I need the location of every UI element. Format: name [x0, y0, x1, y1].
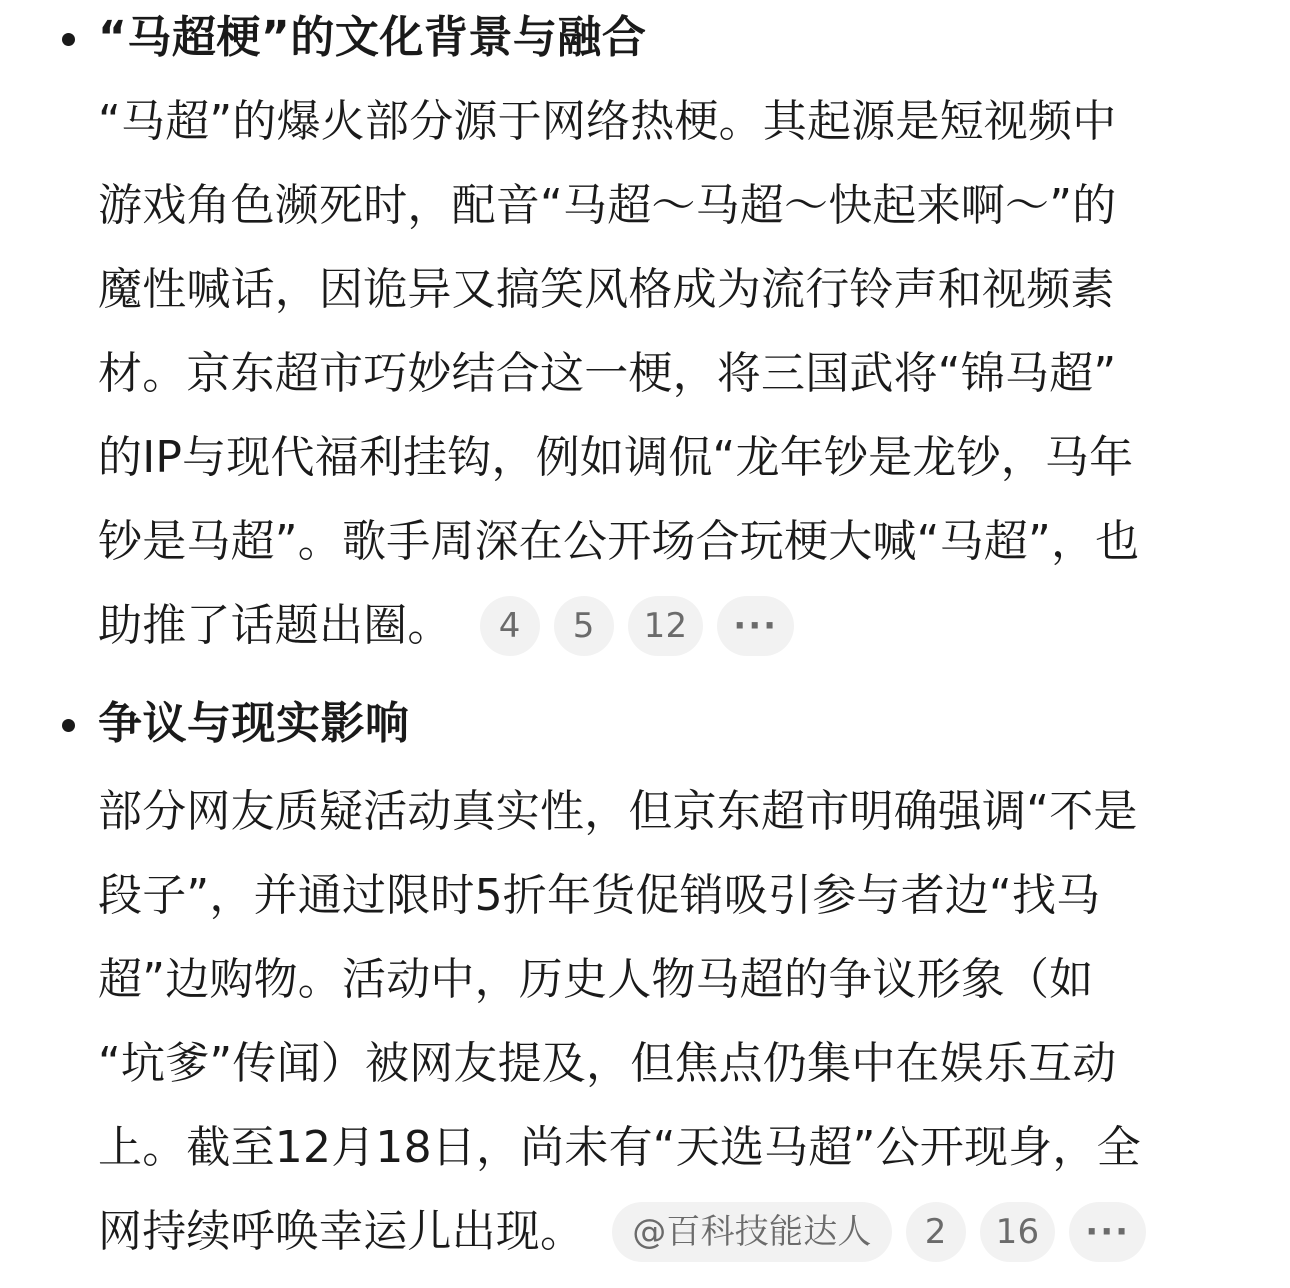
more-references-button[interactable]: ··· [717, 596, 794, 656]
line-text: 网持续呼唤幸运儿出现。 [98, 1206, 585, 1257]
paragraph-line [98, 936, 1238, 1020]
section-heading: 争议与现实影响 [98, 698, 410, 749]
section-paragraph [98, 768, 1238, 1272]
section-paragraph [98, 78, 1238, 666]
reference-chip[interactable]: 12 [628, 596, 704, 656]
line-text: “坑爹”传闻）被网友提及，但焦点仍集中在娱乐互动 [98, 1038, 1117, 1089]
paragraph-line [98, 78, 1238, 162]
paragraph-line [98, 1104, 1238, 1188]
line-text: 魔性喊话，因诡异又搞笑风格成为流行铃声和视频素 [98, 264, 1115, 315]
line-text: 上。截至12月18日，尚未有“天选马超”公开现身，全 [98, 1122, 1141, 1173]
reference-chip[interactable]: 2 [906, 1202, 966, 1262]
section-heading: “马超梗”的文化背景与融合 [98, 12, 647, 63]
paragraph-line [98, 852, 1238, 936]
paragraph-line [98, 1020, 1238, 1104]
reference-chip[interactable]: 5 [554, 596, 614, 656]
bullet-dot [62, 719, 75, 732]
line-text: 段子”，并通过限时5折年货促销吸引参与者边“找马 [98, 870, 1101, 921]
line-text: 游戏角色濒死时，配音“马超～马超～快起来啊～”的 [98, 180, 1117, 231]
paragraph-line [98, 330, 1238, 414]
paragraph-line-with-refs [98, 1188, 1238, 1272]
line-text: 材。京东超市巧妙结合这一梗，将三国武将“锦马超” [98, 348, 1117, 399]
line-text: 超”边购物。活动中，历史人物马超的争议形象（如 [98, 954, 1094, 1005]
line-text: 钞是马超”。歌手周深在公开场合玩梗大喊“马超”，也 [98, 516, 1140, 567]
paragraph-line [98, 768, 1238, 852]
line-text: “马超”的爆火部分源于网络热梗。其起源是短视频中 [98, 96, 1117, 147]
line-text: 部分网友质疑活动真实性，但京东超市明确强调“不是 [98, 786, 1138, 837]
paragraph-line [98, 414, 1238, 498]
line-text: 助推了话题出圈。 [98, 600, 452, 651]
paragraph-line [98, 162, 1238, 246]
bullet-dot [62, 33, 75, 46]
reference-chip[interactable]: 16 [980, 1202, 1056, 1262]
paragraph-line [98, 498, 1238, 582]
source-chip[interactable]: @百科技能达人 [612, 1202, 891, 1262]
line-text: 的IP与现代福利挂钩，例如调侃“龙年钞是龙钞，马年 [98, 432, 1134, 483]
paragraph-line [98, 246, 1238, 330]
reference-chip[interactable]: 4 [480, 596, 540, 656]
paragraph-line-with-refs [98, 582, 1238, 666]
more-references-button[interactable]: ··· [1069, 1202, 1146, 1262]
